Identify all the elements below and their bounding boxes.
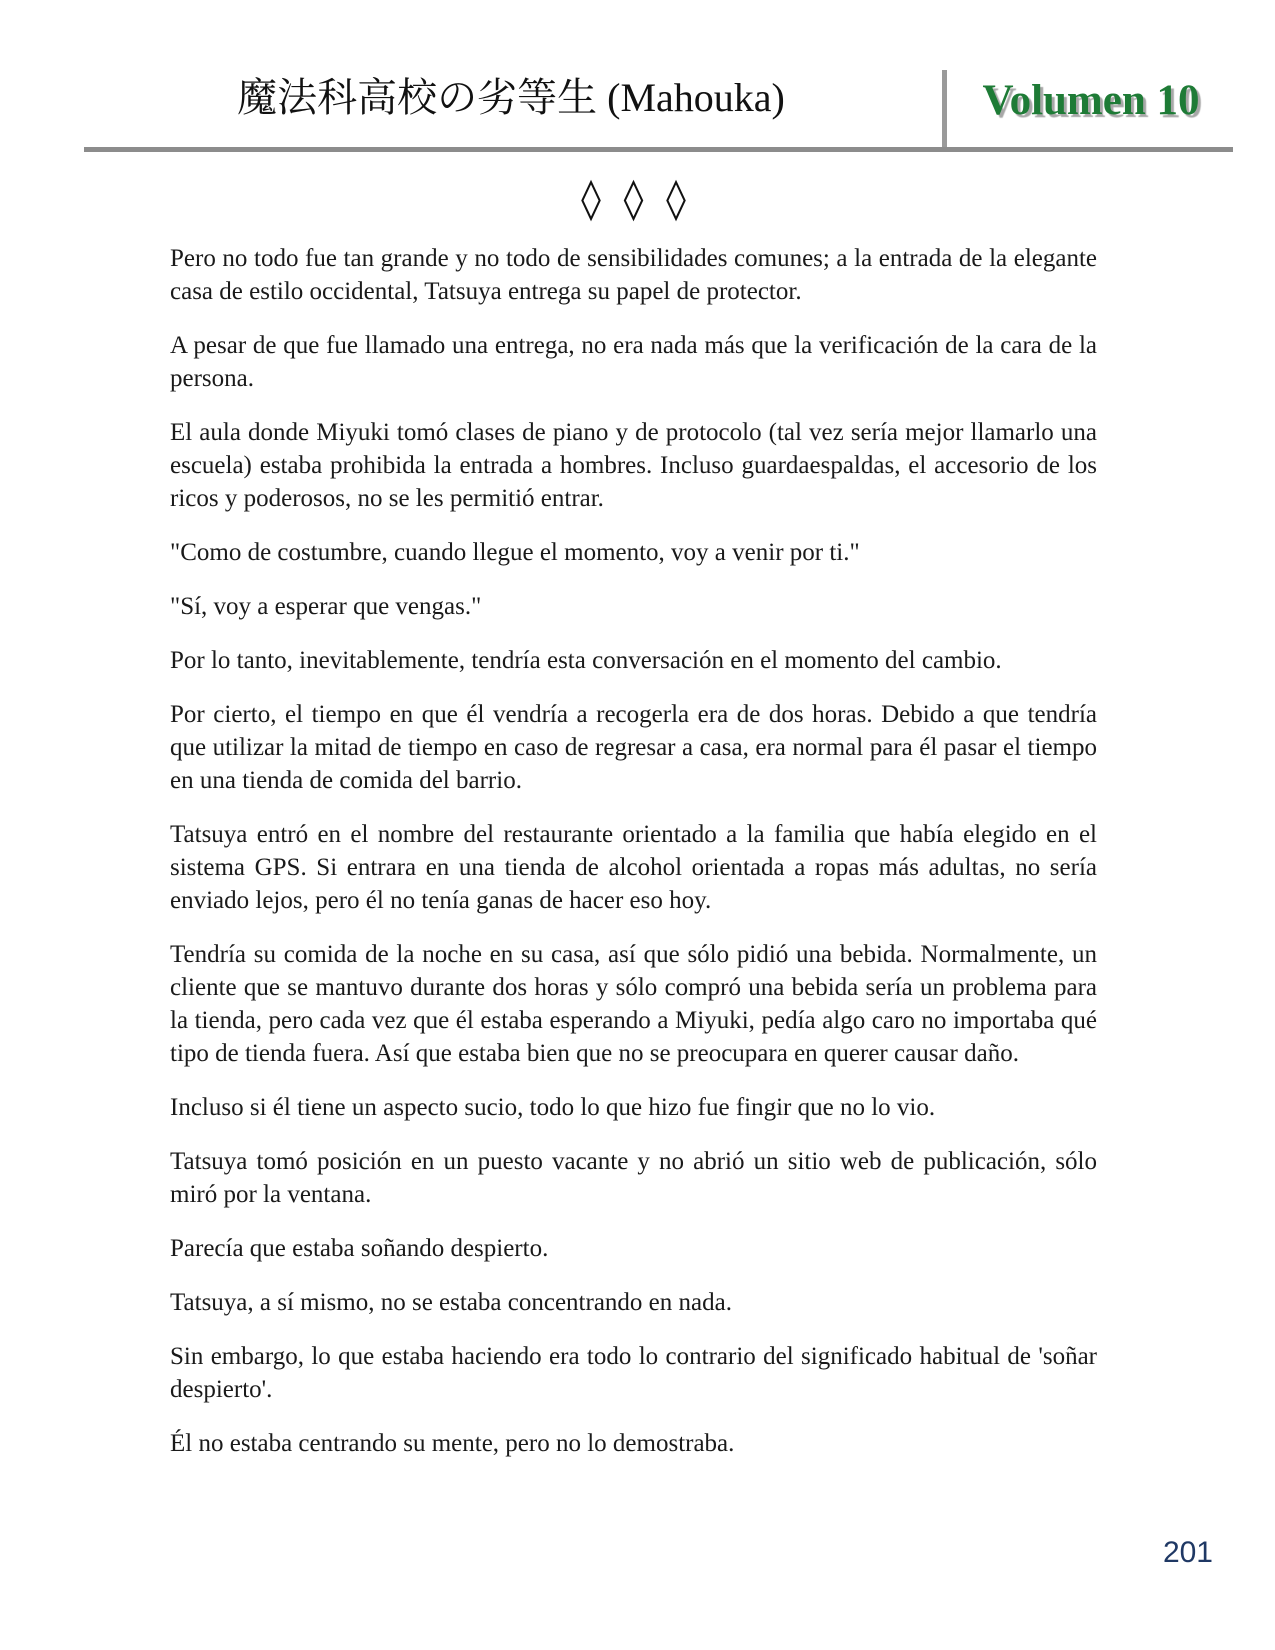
paragraph: Tatsuya, a sí mismo, no se estaba concentrando en nada. (170, 1289, 732, 1316)
volume-label: Volumen 10 (982, 77, 1200, 124)
body-paragraphs (170, 242, 1097, 1481)
paragraph: Sin embargo, lo que estaba haciendo era todo lo contrario del significado habitual de 'soñar despierto'. (170, 1343, 1097, 1403)
paragraph: "Sí, voy a esperar que vengas." (170, 593, 482, 620)
scene-break-diamonds: ◊ ◊ ◊ (581, 176, 686, 222)
paragraph: Parecía que estaba soñando despierto. (170, 1235, 549, 1262)
book-title: 魔法科高校の劣等生 (Mahouka) (237, 75, 785, 120)
paragraph: Él no estaba centrando su mente, pero no lo demostraba. (170, 1430, 735, 1457)
paragraph: Incluso si él tiene un aspecto sucio, todo lo que hizo fue fingir que no lo vio. (170, 1094, 936, 1121)
header-rule (84, 147, 1233, 152)
paragraph: Pero no todo fue tan grande y no todo de sensibilidades comunes; a la entrada de la elegante casa de estilo occidental, Tatsuya entrega su papel de protector. (170, 245, 1097, 305)
header-divider (942, 70, 947, 150)
paragraph: "Como de costumbre, cuando llegue el momento, voy a venir por ti." (170, 539, 860, 566)
page-number: 201 (1162, 1536, 1213, 1569)
paragraph: El aula donde Miyuki tomó clases de piano y de protocolo (tal vez sería mejor llamarlo una escuela) estaba prohibida la entrada a hombres. Incluso guardaespaldas, el accesorio de los ricos y poderosos, no se les permitió entrar. (170, 419, 1097, 512)
paragraph: Tatsuya tomó posición en un puesto vacante y no abrió un sitio web de publicación, sólo miró por la ventana. (170, 1148, 1097, 1208)
paragraph: Por lo tanto, inevitablemente, tendría esta conversación en el momento del cambio. (170, 647, 1002, 674)
paragraph: Tatsuya entró en el nombre del restaurante orientado a la familia que había elegido en el sistema GPS. Si entrara en una tienda de alcohol orientada a ropas más adultas, no sería enviado lejos, pero él no tenía ganas de hacer eso hoy. (170, 821, 1097, 914)
paragraph: Por cierto, el tiempo en que él vendría a recogerla era de dos horas. Debido a que tendría que utilizar la mitad de tiempo en caso de regresar a casa, era normal para él pasar el tiempo en una tienda de comida del barrio. (170, 701, 1097, 794)
paragraph: A pesar de que fue llamado una entrega, no era nada más que la verificación de la cara de la persona. (170, 332, 1097, 392)
paragraph: Tendría su comida de la noche en su casa, así que sólo pidió una bebida. Normalmente, un cliente que se mantuvo durante dos horas y sólo compró una bebida sería un problema para la tienda, pero cada vez que él estaba esperando a Miyuki, pedía algo caro no importaba qué tipo de tienda fuera. Así que estaba bien que no se preocupara en querer causar daño. (170, 941, 1097, 1067)
